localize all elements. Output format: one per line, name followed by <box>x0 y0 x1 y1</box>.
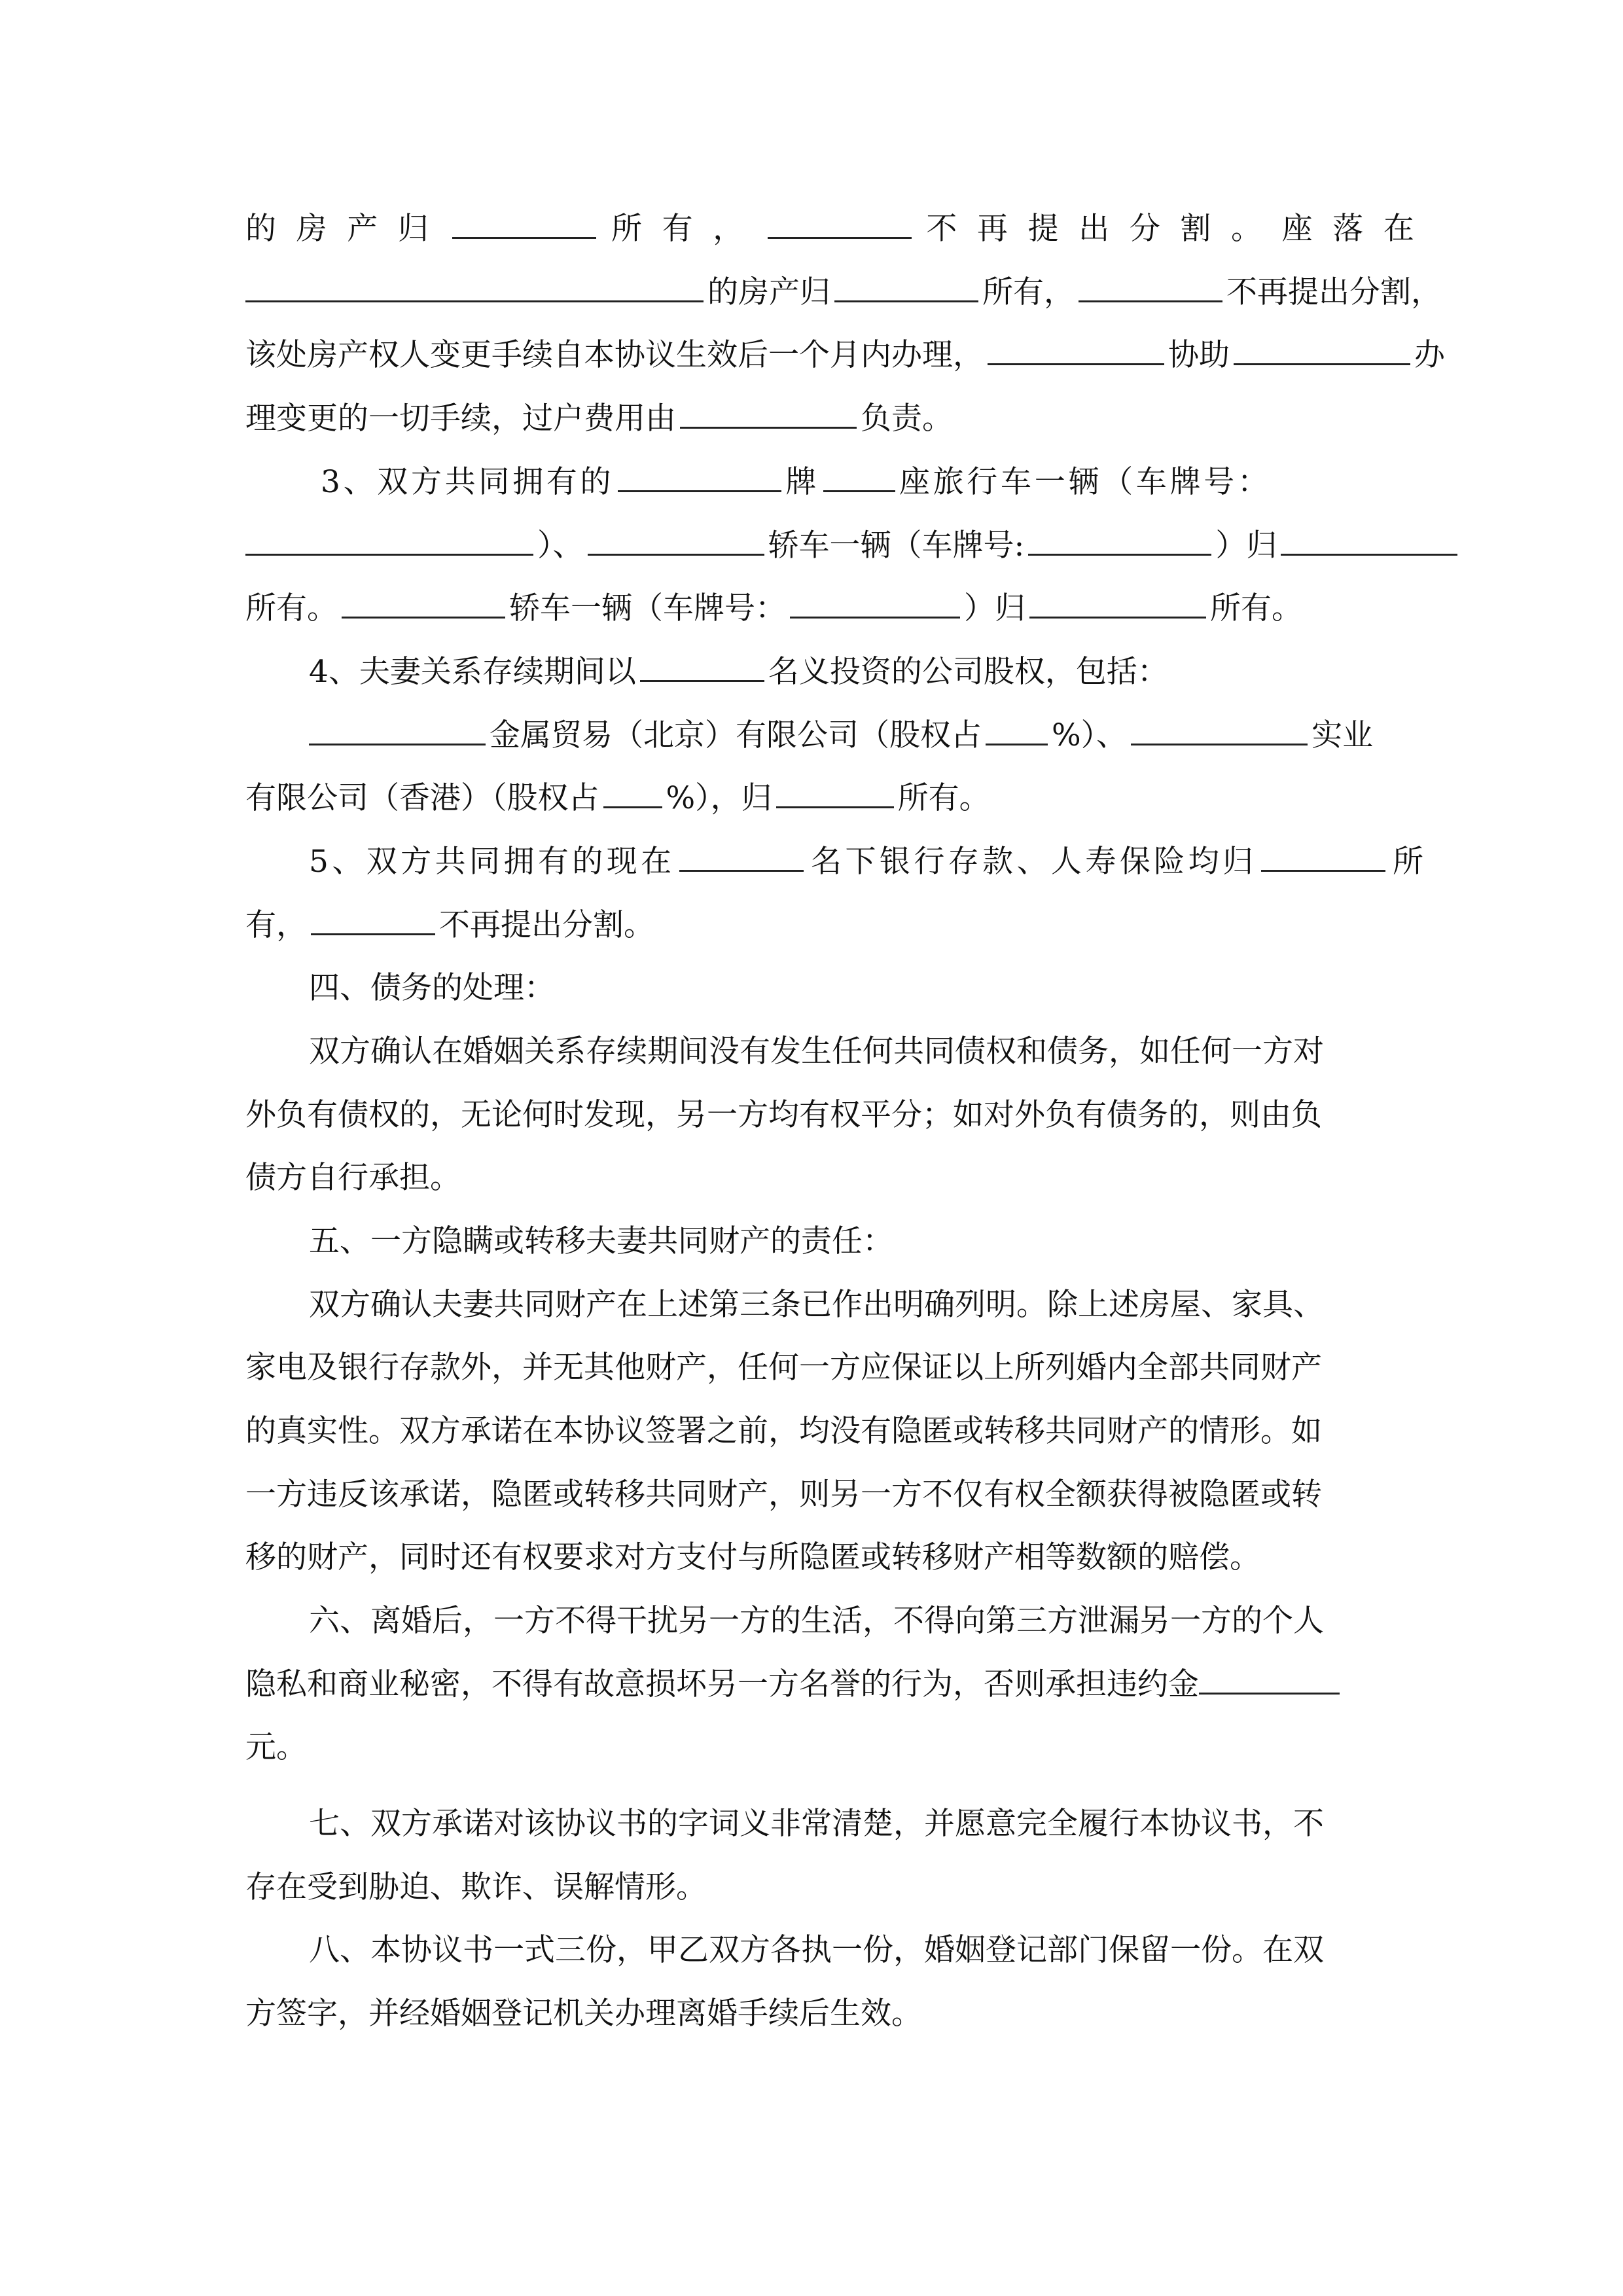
text-line: 该处房产权人变更手续自本协议生效后一个月内办理， 协助 办 <box>245 334 1423 376</box>
text-line: 家电及银行存款外，并无其他财产，任何一方应保证以上所列婚内全部共同财产 <box>245 1350 1322 1386</box>
text-line: 所有。 轿车一辆（车牌号： ）归 所有。 <box>245 588 1423 630</box>
text-line: 金属贸易（北京）有限公司（股权占 %）、 实业 <box>309 715 1423 757</box>
text-line: 八、本协议书一式三份，甲乙双方各执一份，婚姻登记部门保留一份。在双 <box>309 1932 1324 1968</box>
text-line: 六、离婚后，一方不得干扰另一方的生活，不得向第三方泄漏另一方的个人 <box>309 1603 1324 1639</box>
text-line: 的房产归 所有， 不再提出分割， <box>245 272 1423 314</box>
text-line: 方签字，并经婚姻登记机关办理离婚手续后生效。 <box>245 1996 922 2032</box>
text-line: 隐私和商业秘密，不得有故意损坏另一方名誉的行为，否则承担违约金 <box>245 1664 1423 1706</box>
text-line: 3、双方共同拥有的 牌 座旅行车一辆（车牌号： <box>321 461 1435 503</box>
text-line: 移的财产，同时还有权要求对方支付与所隐匿或转移财产相等数额的赔偿。 <box>245 1539 1260 1575</box>
text-line: ）、 轿车一辆（车牌号: ）归 <box>245 525 1423 567</box>
text-line: 七、双方承诺对该协议书的字词义非常清楚，并愿意完全履行本协议书，不 <box>309 1806 1324 1842</box>
text-line: 4、夫妻关系存续期间以 名义投资的公司股权，包括： <box>309 651 1423 693</box>
text-line: 债方自行承担。 <box>245 1160 461 1196</box>
text-line: 外负有债权的，无论何时发现，另一方均有权平分；如对外负有债务的，则由负 <box>245 1097 1322 1133</box>
text-line: 的房产归 所有， 不再提出分割。座落在 <box>245 208 1423 250</box>
text-line: 理变更的一切手续，过户费用由 负责。 <box>245 398 1423 440</box>
text-line: 存在受到胁迫、欺诈、误解情形。 <box>245 1869 707 1905</box>
text-line: 有， 不再提出分割。 <box>245 905 1423 946</box>
text-line: 双方确认在婚姻关系存续期间没有发生任何共同债权和债务，如任何一方对 <box>309 1033 1324 1069</box>
text-line: 的真实性。双方承诺在本协议签署之前，均没有隐匿或转移共同财产的情形。如 <box>245 1413 1322 1449</box>
text-line: 5、双方共同拥有的现在 名下银行存款、人寿保险均归 所 <box>309 841 1423 883</box>
text-line: 元。 <box>245 1729 307 1765</box>
section-heading: 五、一方隐瞒或转移夫妻共同财产的责任： <box>309 1223 893 1259</box>
text-line: 有限公司（香港）（股权占 %），归 所有。 <box>245 778 1423 819</box>
section-heading: 四、债务的处理： <box>309 970 555 1006</box>
text-line: 双方确认夫妻共同财产在上述第三条已作出明确列明。除上述房屋、家具、 <box>309 1287 1324 1323</box>
text-line: 一方违反该承诺，隐匿或转移共同财产，则另一方不仅有权全额获得被隐匿或转 <box>245 1477 1322 1513</box>
